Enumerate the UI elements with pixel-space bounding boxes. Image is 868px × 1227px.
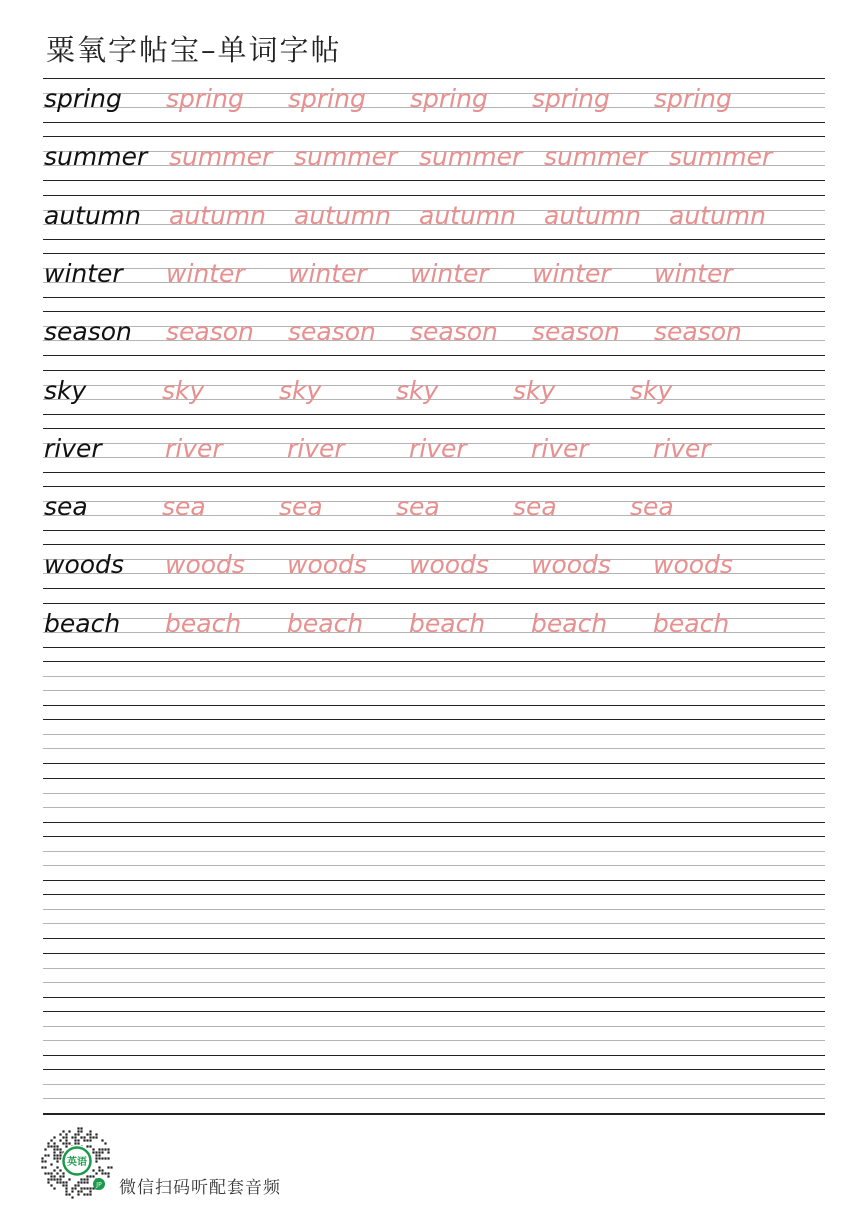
qr-dot [95, 1172, 97, 1174]
qr-dot [50, 1172, 52, 1174]
qr-dot [80, 1190, 82, 1192]
qr-dot [98, 1148, 100, 1150]
guide-line-mid [43, 734, 825, 735]
model-word: woods [44, 550, 124, 579]
qr-dot [77, 1193, 79, 1195]
guide-line-mid [43, 793, 825, 794]
qr-dot [44, 1148, 46, 1150]
qr-dot [65, 1181, 67, 1183]
trace-word: sky [396, 376, 439, 405]
qr-dot [56, 1157, 58, 1159]
qr-dot [86, 1193, 88, 1195]
model-word: winter [44, 259, 123, 288]
trace-word: beach [531, 609, 608, 638]
qr-dot [65, 1184, 67, 1186]
trace-word: woods [653, 550, 733, 579]
trace-word: river [653, 434, 711, 463]
qr-dot [56, 1172, 58, 1174]
qr-dot [95, 1154, 97, 1156]
guide-line-top [43, 661, 825, 662]
qr-dot [47, 1154, 49, 1156]
guide-line-xh [43, 807, 825, 808]
qr-dot [50, 1139, 52, 1141]
guide-line-base [43, 763, 825, 764]
trace-word: woods [165, 550, 245, 579]
qr-dot [86, 1133, 88, 1135]
qr-dot [50, 1145, 52, 1147]
trace-word: beach [409, 609, 486, 638]
guide-line-top [43, 836, 825, 837]
qr-dot [59, 1169, 61, 1171]
qr-dot [80, 1181, 82, 1183]
qr-dot [62, 1184, 64, 1186]
guide-line-top [43, 778, 825, 779]
trace-word: river [531, 434, 589, 463]
qr-dot [65, 1136, 67, 1138]
trace-word: sea [396, 492, 440, 521]
qr-dot [86, 1187, 88, 1189]
qr-dot [77, 1130, 79, 1132]
trace-word: sky [513, 376, 556, 405]
qr-dot [89, 1139, 91, 1141]
qr-dot [89, 1187, 91, 1189]
qr-dot [44, 1154, 46, 1156]
guide-line-mid [43, 676, 825, 677]
qr-dot [53, 1148, 55, 1150]
model-word: beach [44, 609, 121, 638]
qr-dot [59, 1178, 61, 1180]
trace-word: summer [669, 142, 773, 171]
word-row [0, 370, 868, 428]
trace-word: woods [287, 550, 367, 579]
qr-dot [74, 1139, 76, 1141]
qr-dot [53, 1154, 55, 1156]
trace-word: beach [287, 609, 364, 638]
trace-word: river [409, 434, 467, 463]
qr-dot [47, 1181, 49, 1183]
qr-dot [83, 1181, 85, 1183]
qr-dot [92, 1151, 94, 1153]
qr-dot [59, 1181, 61, 1183]
model-word: autumn [44, 201, 142, 230]
qr-dot [98, 1157, 100, 1159]
trace-word: autumn [294, 201, 392, 230]
qr-dot [62, 1181, 64, 1183]
trace-word: beach [653, 609, 730, 638]
qr-dot [101, 1169, 103, 1171]
qr-dot [104, 1157, 106, 1159]
trace-word: river [287, 434, 345, 463]
guide-line-xh [43, 690, 825, 691]
qr-dot [80, 1136, 82, 1138]
qr-dot [56, 1181, 58, 1183]
qr-dot [59, 1175, 61, 1177]
trace-word: summer [169, 142, 273, 171]
qr-dot [83, 1136, 85, 1138]
qr-dot [59, 1154, 61, 1156]
qr-dot [74, 1187, 76, 1189]
qr-dot [77, 1184, 79, 1186]
qr-dot [65, 1142, 67, 1144]
qr-dot [68, 1193, 70, 1195]
qr-dot [44, 1160, 46, 1162]
qr-dot [83, 1193, 85, 1195]
scan-caption: 微信扫码听配套音频 [119, 1178, 281, 1198]
trace-word: sea [162, 492, 206, 521]
trace-word: summer [544, 142, 648, 171]
trace-word: spring [166, 84, 244, 113]
qr-dot [71, 1196, 73, 1198]
qr-dot [56, 1154, 58, 1156]
word-row [0, 136, 868, 194]
qr-dot [80, 1187, 82, 1189]
trace-word: woods [531, 550, 611, 579]
trace-word: sea [279, 492, 323, 521]
qr-dot [56, 1166, 58, 1168]
model-word: summer [44, 142, 148, 171]
guide-line-xh [43, 1040, 825, 1041]
qr-dot [56, 1148, 58, 1150]
qr-dot [65, 1133, 67, 1135]
trace-word: winter [410, 259, 489, 288]
guide-line-xh [43, 748, 825, 749]
qr-dot [92, 1187, 94, 1189]
qr-dot [89, 1190, 91, 1192]
qr-dot [53, 1136, 55, 1138]
qr-dot [65, 1139, 67, 1141]
qr-dot [53, 1157, 55, 1159]
qr-dot [74, 1136, 76, 1138]
trace-word: season [410, 317, 498, 346]
qr-dot [65, 1193, 67, 1195]
qr-dot [104, 1172, 106, 1174]
qr-dot [95, 1151, 97, 1153]
qr-dot [107, 1148, 109, 1150]
guide-line-mid [43, 1084, 825, 1085]
trace-word: season [288, 317, 376, 346]
guide-line-base [43, 1055, 825, 1056]
qr-dot [74, 1184, 76, 1186]
qr-dot [62, 1136, 64, 1138]
qr-dot [77, 1181, 79, 1183]
qr-dot [86, 1139, 88, 1141]
qr-dot [107, 1166, 109, 1168]
trace-word: river [165, 434, 223, 463]
qr-dot [65, 1190, 67, 1192]
trace-word: season [166, 317, 254, 346]
qr-dot [107, 1175, 109, 1177]
page-title: 粟氧字帖宝–单词字帖 [46, 33, 342, 67]
trace-word: autumn [544, 201, 642, 230]
trace-word: spring [532, 84, 610, 113]
guide-line-top [43, 719, 825, 720]
qr-dot [104, 1142, 106, 1144]
qr-dot [89, 1130, 91, 1132]
qr-dot [71, 1136, 73, 1138]
qr-dot [86, 1178, 88, 1180]
qr-dot [56, 1145, 58, 1147]
qr-dot [53, 1142, 55, 1144]
qr-dot [59, 1133, 61, 1135]
trace-word: beach [165, 609, 242, 638]
qr-dot [53, 1151, 55, 1153]
qr-dot [59, 1148, 61, 1150]
guide-line-mid [43, 909, 825, 910]
guide-line-mid [43, 851, 825, 852]
guide-line-xh [43, 1098, 825, 1099]
qr-dot [95, 1160, 97, 1162]
qr-dot [50, 1178, 52, 1180]
qr-dot [83, 1178, 85, 1180]
guide-line-top [43, 894, 825, 895]
qr-dot [74, 1133, 76, 1135]
guide-line-top [43, 1011, 825, 1012]
word-row [0, 311, 868, 369]
qr-dot [56, 1178, 58, 1180]
qr-dot [83, 1139, 85, 1141]
qr-dot [80, 1178, 82, 1180]
qr-dot [101, 1151, 103, 1153]
qr-dot [89, 1136, 91, 1138]
qr-dot [53, 1175, 55, 1177]
qr-dot [101, 1148, 103, 1150]
word-row [0, 428, 868, 486]
qr-dot [77, 1133, 79, 1135]
qr-dot [98, 1166, 100, 1168]
trace-word: season [654, 317, 742, 346]
trace-word: spring [410, 84, 488, 113]
trace-word: winter [288, 259, 367, 288]
qr-dot [77, 1139, 79, 1141]
qr-dot [86, 1175, 88, 1177]
guide-line-xh [43, 923, 825, 924]
qr-dot [59, 1139, 61, 1141]
trace-word: summer [419, 142, 523, 171]
qr-dot [77, 1127, 79, 1129]
qr-dot [56, 1160, 58, 1162]
qr-dot [92, 1148, 94, 1150]
trace-word: winter [166, 259, 245, 288]
qr-dot [53, 1169, 55, 1171]
trace-word: sky [630, 376, 673, 405]
trace-word: woods [409, 550, 489, 579]
qr-dot [89, 1175, 91, 1177]
qr-dot [92, 1169, 94, 1171]
qr-dot [44, 1166, 46, 1168]
trace-word: spring [654, 84, 732, 113]
guide-line-mid [43, 1026, 825, 1027]
guide-line-xh [43, 865, 825, 866]
trace-word: sky [162, 376, 205, 405]
qr-dot [50, 1184, 52, 1186]
qr-dot [89, 1133, 91, 1135]
qr-dot [68, 1178, 70, 1180]
qr-dot [71, 1187, 73, 1189]
word-row [0, 603, 868, 661]
qr-dot [110, 1166, 112, 1168]
trace-word: winter [532, 259, 611, 288]
guide-line-base [43, 822, 825, 823]
qr-logo-text: 英语 [67, 1157, 87, 1168]
qr-dot [50, 1163, 52, 1165]
model-word: river [44, 434, 102, 463]
qr-dot [86, 1145, 88, 1147]
qr-dot [86, 1181, 88, 1183]
qr-dot [68, 1142, 70, 1144]
qr-dot [83, 1187, 85, 1189]
qr-dot [95, 1136, 97, 1138]
trace-word: winter [654, 259, 733, 288]
qr-dot [47, 1178, 49, 1180]
qr-dot [62, 1142, 64, 1144]
qr-dot [47, 1142, 49, 1144]
qr-dot [95, 1133, 97, 1135]
qr-dot [104, 1148, 106, 1150]
qr-dot [41, 1166, 43, 1168]
qr-dot [62, 1130, 64, 1132]
qr-dot [101, 1157, 103, 1159]
trace-word: sea [630, 492, 674, 521]
qr-dot [107, 1151, 109, 1153]
qr-dot [92, 1175, 94, 1177]
qr-dot [95, 1157, 97, 1159]
guide-line-base [43, 880, 825, 881]
guide-line-base [43, 705, 825, 706]
qr-dot [101, 1172, 103, 1174]
trace-word: autumn [169, 201, 267, 230]
qr-dot [47, 1172, 49, 1174]
qr-dot [92, 1136, 94, 1138]
qr-dot [77, 1190, 79, 1192]
qr-dot [44, 1172, 46, 1174]
trace-word: summer [294, 142, 398, 171]
qr-dot [59, 1151, 61, 1153]
qr-badge-text: JP [96, 1181, 102, 1189]
word-row [0, 78, 868, 136]
qr-dot [62, 1172, 64, 1174]
qr-dot [71, 1190, 73, 1192]
guide-line-base [43, 997, 825, 998]
qr-dot [53, 1187, 55, 1189]
word-row [0, 195, 868, 253]
word-row [0, 253, 868, 311]
qr-dot [89, 1193, 91, 1195]
trace-word: autumn [419, 201, 517, 230]
model-word: spring [44, 84, 122, 113]
qr-dot [53, 1178, 55, 1180]
qr-dot [98, 1154, 100, 1156]
qr-dot [77, 1142, 79, 1144]
word-row [0, 544, 868, 602]
qr-dot [53, 1145, 55, 1147]
qr-code-icon[interactable] [41, 1127, 113, 1199]
trace-word: autumn [669, 201, 767, 230]
qr-dot [101, 1139, 103, 1141]
qr-dot [65, 1187, 67, 1189]
guide-line-xh [43, 982, 825, 983]
qr-dot [98, 1151, 100, 1153]
qr-dot [80, 1127, 82, 1129]
qr-dot [41, 1157, 43, 1159]
guide-line-end [43, 1114, 825, 1115]
word-row [0, 486, 868, 544]
qr-dot [68, 1130, 70, 1132]
model-word: season [44, 317, 132, 346]
qr-dot [50, 1175, 52, 1177]
qr-dot [89, 1145, 91, 1147]
qr-dot [74, 1142, 76, 1144]
qr-dot [98, 1169, 100, 1171]
qr-dot [47, 1145, 49, 1147]
trace-word: sky [279, 376, 322, 405]
trace-word: spring [288, 84, 366, 113]
qr-dot [65, 1145, 67, 1147]
guide-line-base [43, 938, 825, 939]
qr-dot [62, 1175, 64, 1177]
qr-dot [107, 1157, 109, 1159]
qr-dot [80, 1130, 82, 1132]
guide-line-top [43, 953, 825, 954]
guide-line-top [43, 1069, 825, 1070]
model-word: sea [44, 492, 88, 521]
qr-dot [41, 1160, 43, 1162]
trace-word: season [532, 317, 620, 346]
guide-line-mid [43, 968, 825, 969]
qr-dot [107, 1172, 109, 1174]
trace-word: sea [513, 492, 557, 521]
model-word: sky [44, 376, 87, 405]
